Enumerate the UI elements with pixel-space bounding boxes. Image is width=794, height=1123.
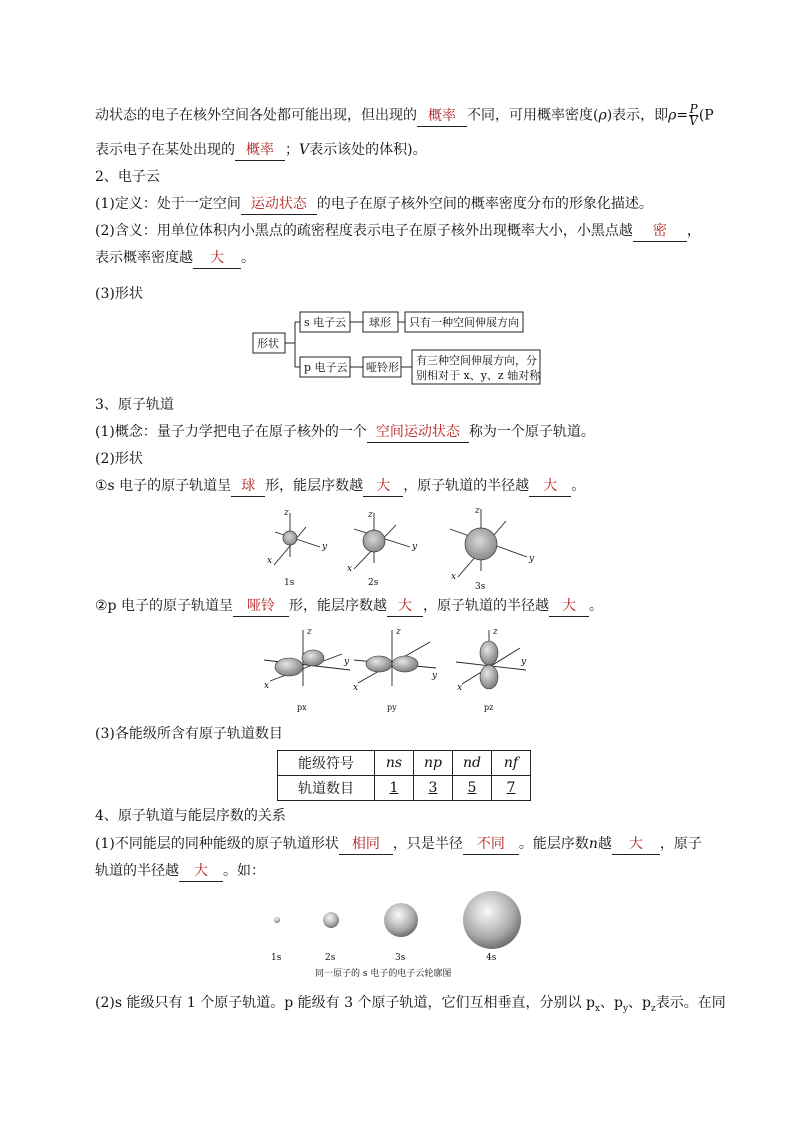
tree-p-desc-1: 有三种空间伸展方向，分 (416, 354, 537, 367)
svg-text:y: y (432, 671, 438, 681)
answer-blank: 大 (193, 248, 241, 269)
answer-blank: 大 (612, 834, 660, 855)
tree-s-shape: 球形 (369, 316, 391, 329)
paragraph-probability: 动状态的电子在核外空间各处都可能出现，但出现的 概率 不同，可用概率密度(ρ)表示，即ρ= $\frac{P}{V}$ (P (95, 102, 714, 128)
relation-line: (1)不同能层的同种能级的原子轨道形状 相同 ，只是半径 不同 。能层序数n越 大 ，原子 (95, 834, 702, 855)
answer-blank: 不同 (463, 834, 519, 855)
s-p-orbital-count-line: (2)s 能级只有 1 个原子轨道。p 能级有 3 个原子轨道，它们互相垂直，分别以 $p_x$、$p_y$、$p_z$表示。在同 (95, 995, 726, 1014)
svg-text:y: y (521, 657, 527, 667)
label-pz: pz (484, 703, 494, 712)
s-orbital-figure (250, 505, 550, 590)
orbital-count-heading: (3)各能级所含有原子轨道数目 (95, 726, 283, 742)
p-orbital-line: ②p 电子的原子轨道呈 哑铃 形，能层序数越 大 ，原子轨道的半径越 大 。 (95, 596, 603, 617)
label-1s: 1s (271, 953, 282, 963)
sphere-4s (463, 891, 521, 949)
answer-blank: 大 (179, 861, 223, 882)
concept-line: (1)概念：量子力学把电子在原子核外的一个 空间运动状态 称为一个原子轨道。 (95, 422, 595, 443)
svg-text:y: y (412, 542, 418, 552)
answer-blank: 密 (633, 221, 687, 242)
paragraph-probability-cont: 表示电子在某处出现的 概率 ；V表示该处的体积)。 (95, 140, 427, 161)
tree-root-label: 形状 (257, 337, 279, 350)
py-lobe-left (366, 656, 392, 672)
definition-line: (1)定义：处于一定空间 运动状态 的电子在原子核外空间的概率密度分布的形象化描述。 (95, 194, 653, 215)
tree-p-label: p 电子云 (304, 361, 348, 374)
answer-blank: 空间运动状态 (367, 422, 469, 443)
svg-text:z: z (368, 510, 373, 520)
answer-blank: 运动状态 (241, 194, 317, 215)
pz-lobe-top (480, 641, 498, 665)
label-2s: 2s (325, 953, 336, 963)
svg-text:z: z (396, 627, 401, 637)
px-lobe-left (275, 658, 303, 676)
svg-text:x: x (264, 681, 270, 691)
label-4s: 4s (486, 953, 497, 963)
py-lobe-right (392, 656, 418, 672)
electron-cloud-shape-diagram (250, 308, 550, 388)
svg-text:z: z (284, 508, 289, 518)
table-row: 轨道数目 1 3 5 7 (278, 776, 531, 801)
section-heading: 2、电子云 (95, 169, 160, 185)
relation-line-cont: 轨道的半径越 大 。如： (95, 861, 265, 882)
sphere-2s (323, 912, 339, 928)
label-1s: 1s (284, 578, 295, 588)
orbital-count-table (277, 750, 531, 801)
answer-blank: 概率 (417, 106, 467, 127)
label-px: px (297, 703, 307, 712)
svg-text:z: z (493, 627, 498, 637)
table-row: 能级符号 ns np nd nf (278, 751, 531, 776)
svg-text:x: x (451, 572, 457, 582)
label-py: py (387, 703, 397, 712)
s-orbital-line: ①s 电子的原子轨道呈 球 形，能层序数越 大 ，原子轨道的半径越 大 。 (95, 476, 585, 497)
orbital-3s-sphere (465, 528, 497, 560)
label-3s: 3s (395, 953, 406, 963)
shape-heading-2: (2)形状 (95, 451, 143, 467)
meaning-line: (2)含义：用单位体积内小黑点的疏密程度表示电子在原子核外出现概率大小，小黑点越 密 ， (95, 221, 701, 242)
tree-s-desc: 只有一种空间伸展方向 (409, 316, 519, 329)
svg-text:x: x (353, 683, 359, 693)
meaning-line-cont: 表示概率密度越 大 。 (95, 248, 255, 269)
svg-text:y: y (344, 657, 350, 667)
sphere-1s (274, 917, 280, 923)
tree-p-shape: 哑铃形 (366, 361, 399, 374)
shape-heading: (3)形状 (95, 286, 143, 302)
orbital-1s-sphere (283, 531, 297, 545)
section-heading: 4、原子轨道与能层序数的关系 (95, 808, 286, 824)
answer-blank: 相同 (339, 834, 393, 855)
tree-p-desc-2: 别相对于 x、y、z 轴对称 (416, 369, 541, 382)
svg-text:x: x (457, 683, 463, 693)
section-heading: 3、原子轨道 (95, 397, 174, 413)
label-2s: 2s (368, 578, 379, 588)
svg-text:z: z (307, 627, 312, 637)
answer-blank: 球 (231, 476, 265, 497)
answer-blank: 概率 (235, 140, 285, 161)
svg-text:z: z (475, 506, 480, 516)
px-lobe-right (302, 650, 324, 666)
svg-text:x: x (267, 556, 273, 566)
pz-lobe-bottom (480, 665, 498, 689)
tree-s-label: s 电子云 (304, 316, 347, 329)
svg-text:y: y (322, 542, 328, 552)
sphere-3s (384, 903, 418, 937)
answer-blank: 大 (363, 476, 403, 497)
answer-blank: 哑铃 (233, 596, 289, 617)
answer-blank: 大 (387, 596, 423, 617)
label-3s: 3s (475, 582, 486, 590)
figure-caption: 同一原子的 s 电子的电子云轮廓图 (315, 969, 452, 979)
orbital-2s-sphere (363, 530, 385, 552)
s-cloud-size-figure (255, 886, 545, 984)
answer-blank: 大 (549, 596, 589, 617)
fraction-p-over-v: $\frac{P}{V}$ (689, 102, 698, 128)
answer-blank: 大 (529, 476, 571, 497)
svg-text:y: y (529, 554, 535, 564)
p-orbital-figure (258, 624, 530, 716)
svg-text:x: x (347, 564, 353, 574)
